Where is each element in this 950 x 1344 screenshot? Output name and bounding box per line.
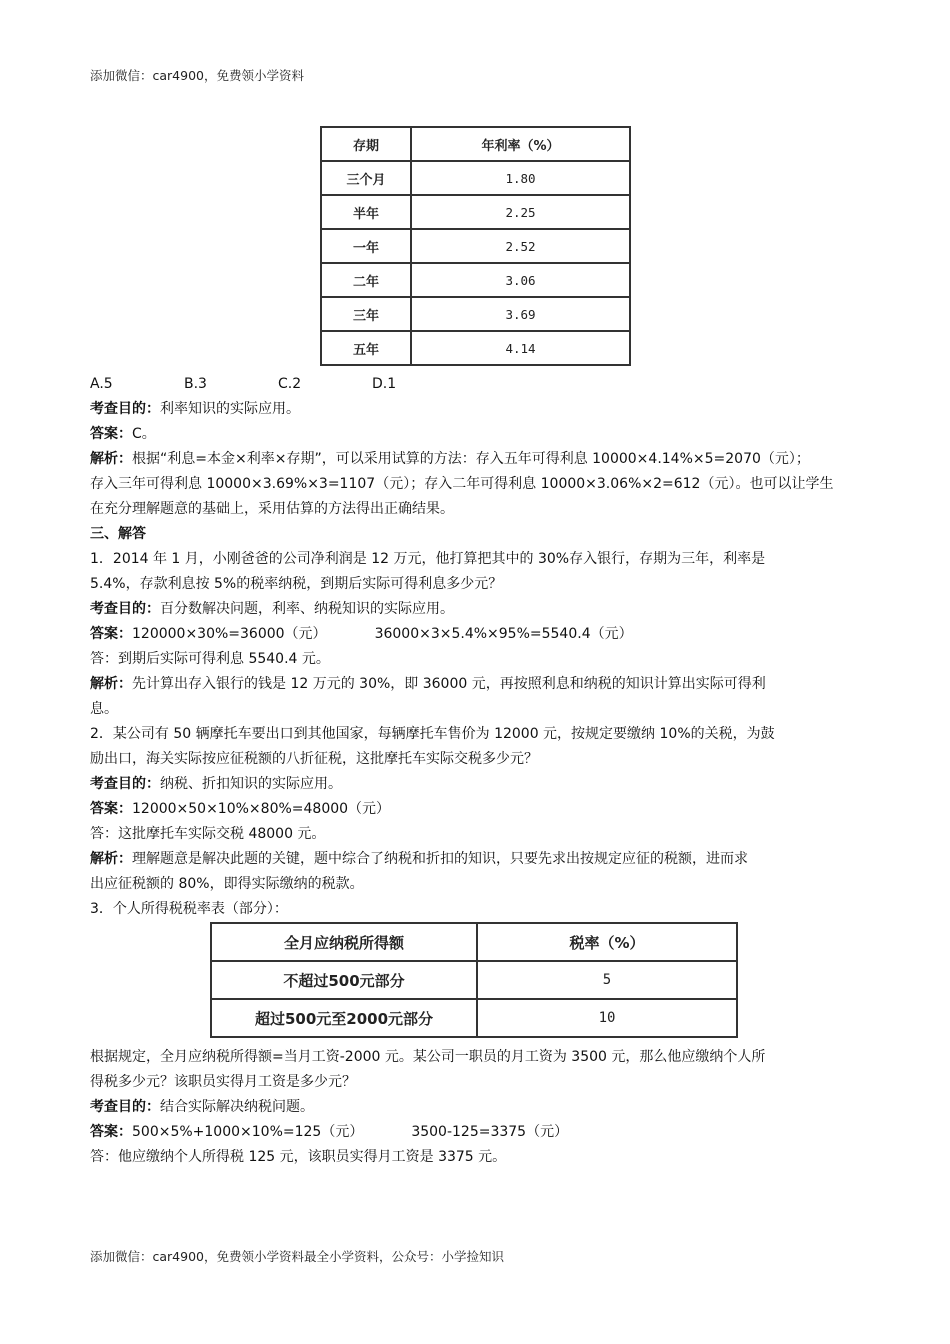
q3-text: 根据规定，全月应纳税所得额=当月工资-2000 元。某公司一职员的月工资为 3500 元，那么他应缴纳个人所	[90, 1049, 766, 1065]
interest-rate-table	[320, 126, 631, 366]
q1-purpose: 考查目的：百分数解决问题，利率、纳税知识的实际应用。	[90, 601, 454, 617]
table-header-row	[321, 127, 630, 161]
option-d: D.1	[372, 376, 397, 392]
option-c: C.2	[278, 376, 302, 392]
income-tax-table	[210, 922, 738, 1038]
table-row	[211, 961, 737, 999]
q2-text-cont: 励出口，海关实际按应征税额的八折征税，这批摩托车实际交税多少元？	[90, 751, 538, 767]
table-row	[321, 229, 630, 263]
table-cell: 半年	[321, 195, 411, 229]
prev-analysis-cont: 在充分理解题意的基础上，采用估算的方法得出正确结果。	[90, 501, 454, 517]
table-row	[211, 999, 737, 1037]
table-cell: 五年	[321, 331, 411, 365]
table-cell: 5	[477, 961, 737, 999]
table-header-cell: 存期	[321, 127, 411, 161]
table-row	[321, 297, 630, 331]
q1-reply: 答：到期后实际可得利息 5540.4 元。	[90, 651, 330, 667]
q2-text: 2．某公司有 50 辆摩托车要出口到其他国家，每辆摩托车售价为 12000 元，按规定要缴纳 10%的关税，为鼓	[90, 726, 775, 742]
page-footer: 添加微信：car4900，免费领小学资料最全小学资料，公众号：小学捡知识	[90, 1249, 504, 1264]
table-cell: 4.14	[411, 331, 630, 365]
q1-text-cont: 5.4%，存款利息按 5%的税率纳税，到期后实际可得利息多少元？	[90, 576, 503, 592]
table-cell: 二年	[321, 263, 411, 297]
table-row	[321, 161, 630, 195]
table-cell: 三个月	[321, 161, 411, 195]
q2-analysis: 解析：理解题意是解决此题的关键，题中综合了纳税和折扣的知识，只要先求出按规定应征的税额，进而求	[90, 851, 748, 867]
prev-purpose: 考查目的：利率知识的实际应用。	[90, 401, 300, 417]
option-a: A.5	[90, 376, 113, 392]
table-row	[321, 195, 630, 229]
prev-analysis-cont: 存入三年可得利息 10000×3.69%×3=1107（元）；存入二年可得利息 10000×3.06%×2=612（元）。也可以让学生	[90, 476, 834, 492]
q2-purpose: 考查目的：纳税、折扣知识的实际应用。	[90, 776, 342, 792]
section-title: 三、解答	[90, 526, 146, 542]
table-cell: 不超过500元部分	[211, 961, 477, 999]
q3-text-cont: 得税多少元？该职员实得月工资是多少元？	[90, 1074, 356, 1090]
q2-answer: 答案：12000×50×10%×80%=48000（元）	[90, 801, 391, 817]
table-cell: 三年	[321, 297, 411, 331]
table-cell: 一年	[321, 229, 411, 263]
page-header: 添加微信：car4900，免费领小学资料	[90, 68, 304, 83]
answer-options	[90, 372, 466, 396]
q1-answer: 答案：120000×30%=36000（元） 36000×3×5.4%×95%=5540.4（元）	[90, 626, 633, 642]
q3-purpose: 考查目的：结合实际解决纳税问题。	[90, 1099, 314, 1115]
table-cell: 3.06	[411, 263, 630, 297]
table-header-cell: 年利率（%）	[411, 127, 630, 161]
q2-analysis-cont: 出应征税额的 80%，即得实际缴纳的税款。	[90, 876, 364, 892]
table-cell: 1.80	[411, 161, 630, 195]
table-header-cell: 税率（%）	[477, 923, 737, 961]
q2-reply: 答：这批摩托车实际交税 48000 元。	[90, 826, 326, 842]
table-cell: 2.25	[411, 195, 630, 229]
q3-answer: 答案：500×5%+1000×10%=125（元） 3500-125=3375（元）	[90, 1124, 569, 1140]
table-row	[321, 331, 630, 365]
table-header-row	[211, 923, 737, 961]
option-b: B.3	[184, 376, 207, 392]
table-cell: 3.69	[411, 297, 630, 331]
prev-answer: 答案：C。	[90, 426, 156, 442]
table-cell: 超过500元至2000元部分	[211, 999, 477, 1037]
prev-analysis: 解析：根据“利息=本金×利率×存期”，可以采用试算的方法：存入五年可得利息 10000×4.14%×5=2070（元）；	[90, 451, 810, 467]
table-row	[321, 263, 630, 297]
q1-analysis-cont: 息。	[90, 701, 118, 717]
table-cell: 2.52	[411, 229, 630, 263]
q3-reply: 答：他应缴纳个人所得税 125 元，该职员实得月工资是 3375 元。	[90, 1149, 507, 1165]
q1-text: 1．2014 年 1 月，小刚爸爸的公司净利润是 12 万元，他打算把其中的 30%存入银行，存期为三年，利率是	[90, 551, 766, 567]
table-header-cell: 全月应纳税所得额	[211, 923, 477, 961]
table-cell: 10	[477, 999, 737, 1037]
q3-intro: 3．个人所得税税率表（部分）：	[90, 901, 288, 917]
q1-analysis: 解析：先计算出存入银行的钱是 12 万元的 30%，即 36000 元，再按照利息和纳税的知识计算出实际可得利	[90, 676, 766, 692]
